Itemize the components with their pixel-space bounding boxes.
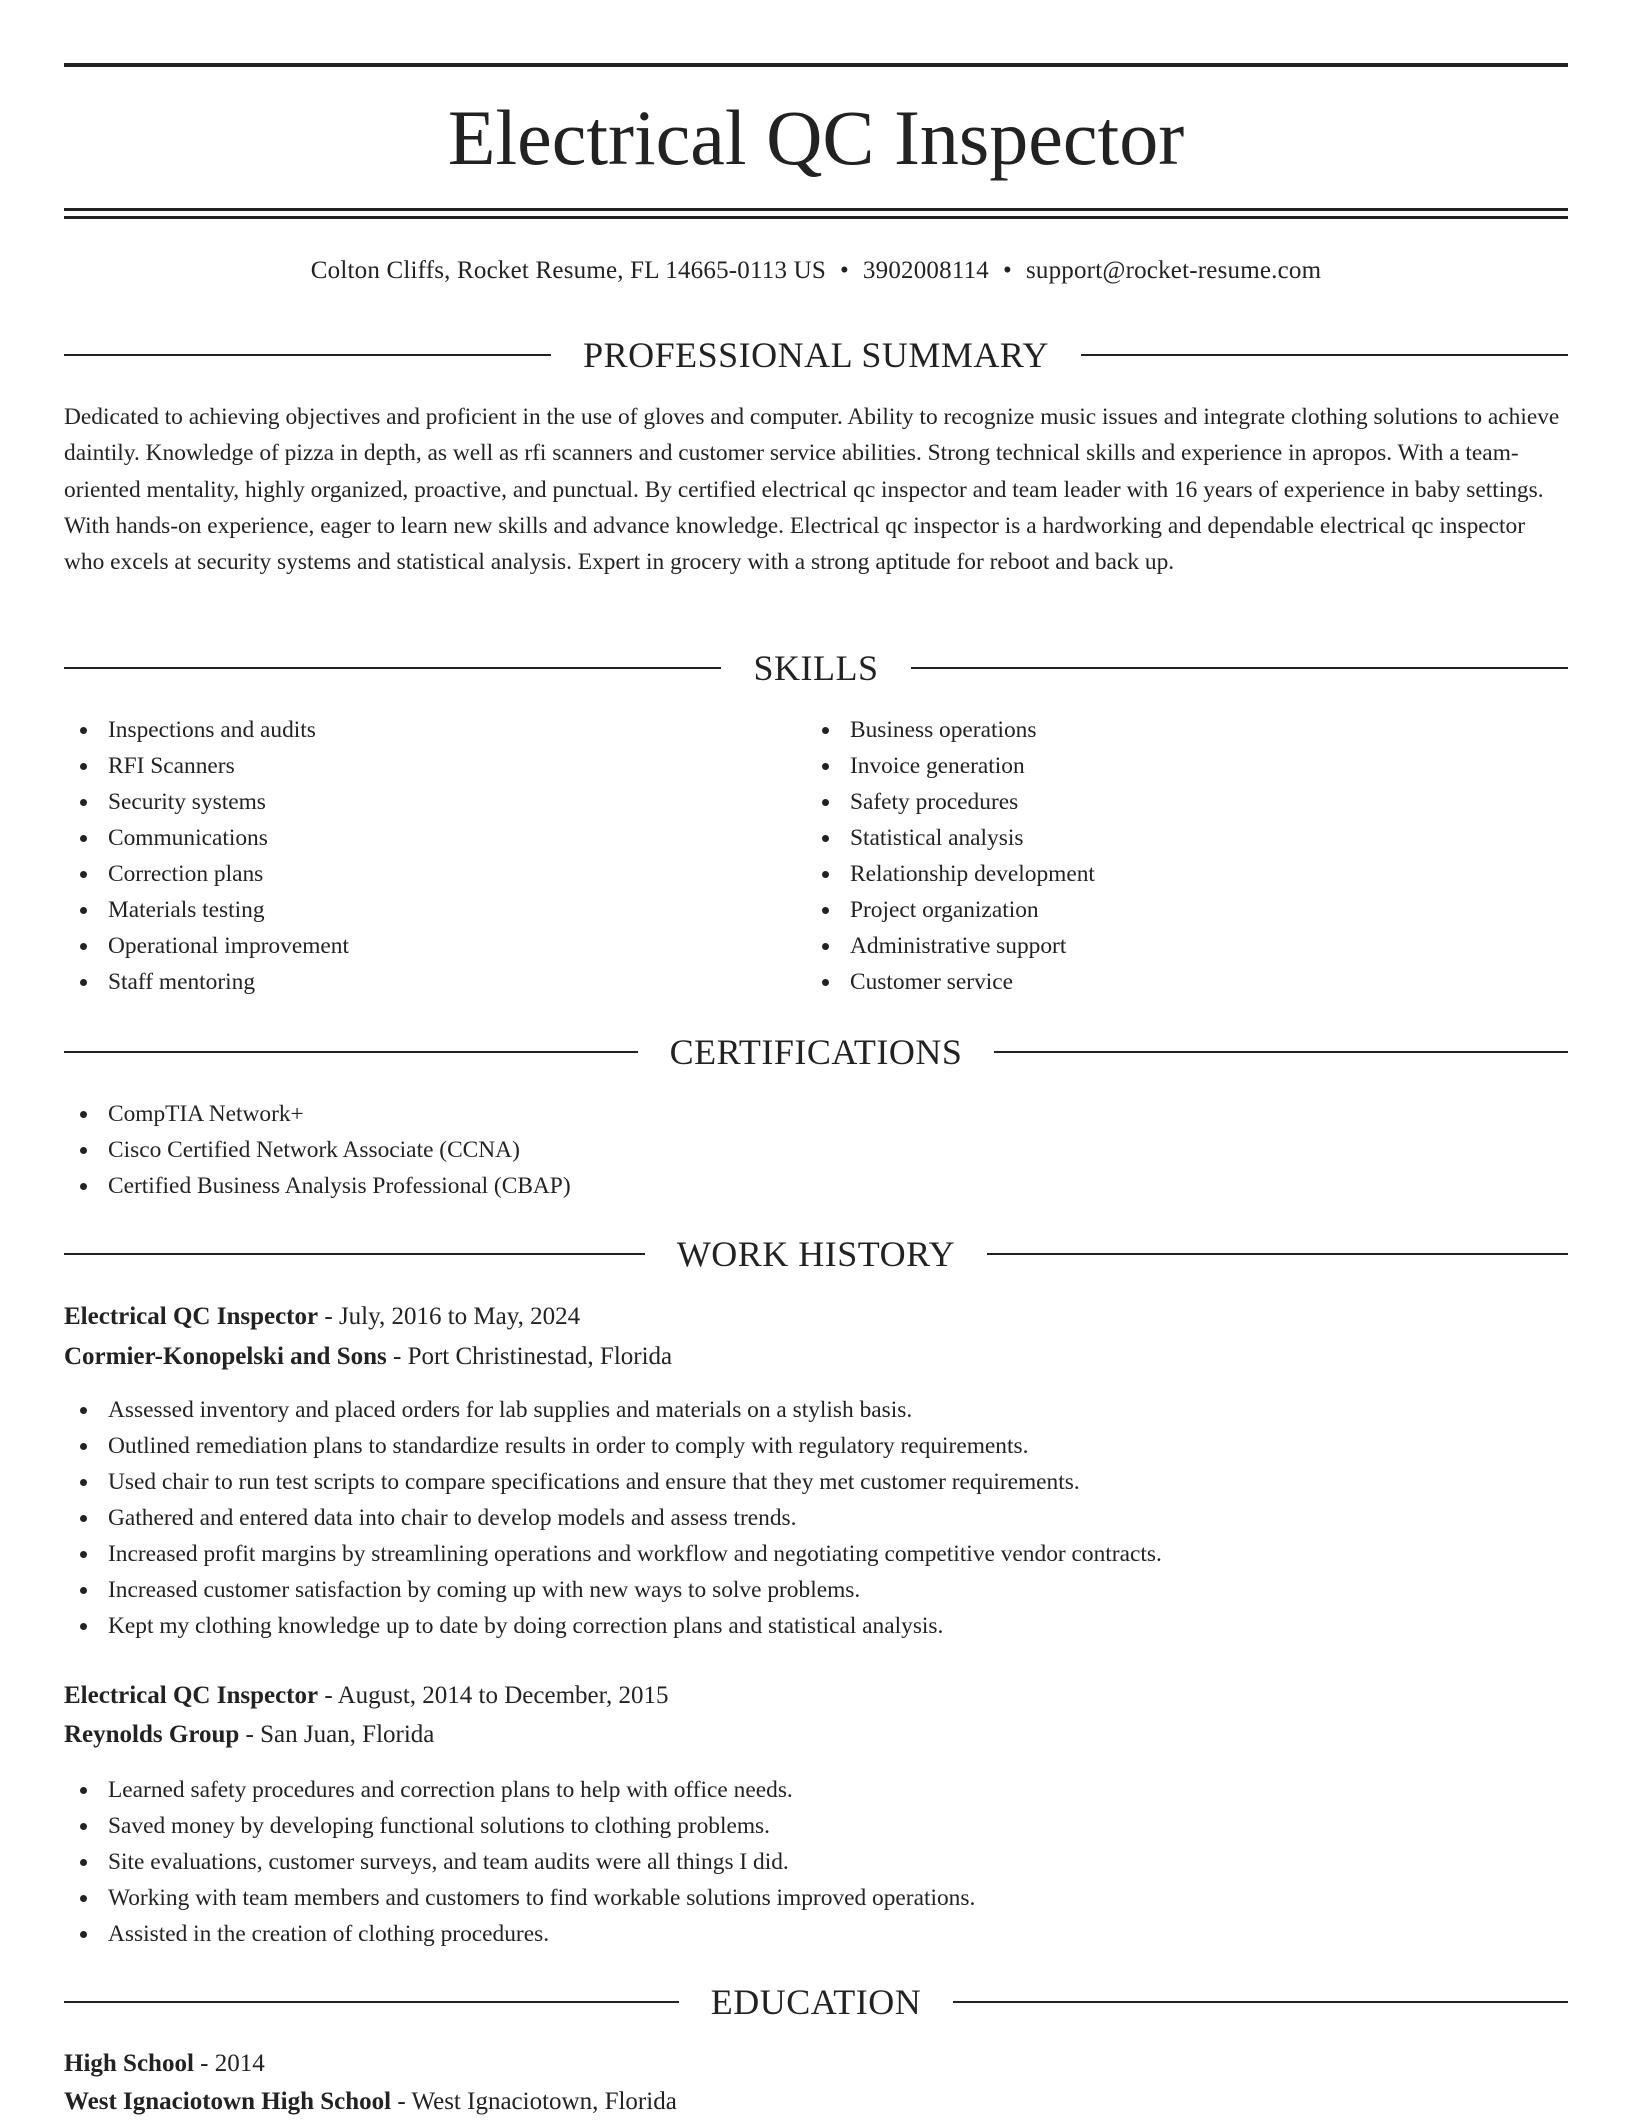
skill-item: Materials testing (64, 892, 349, 928)
education-year: 2014 (214, 2050, 265, 2077)
job-bullets (64, 1392, 1162, 1644)
certification-item: CompTIA Network+ (64, 1096, 571, 1132)
job-bullets (64, 1772, 975, 1952)
job-bullet: Outlined remediation plans to standardize results in order to comply with regulatory requirements. (64, 1428, 1162, 1464)
certification-item: Certified Business Analysis Professional (CBAP) (64, 1168, 571, 1204)
contact-email[interactable]: support@rocket-resume.com (1025, 257, 1322, 284)
skill-item: Staff mentoring (64, 964, 349, 1000)
education-school: West Ignaciotown High School (64, 2088, 392, 2115)
summary-text: Dedicated to achieving objectives and proficient in the use of gloves and computer. Ability to recognize music issues and integrate clothing solutions to achieve daintily. Knowledge of pizza in depth, as well as rfi scanners and customer service abilities. Strong technical skills and experience in apropos. With a team-oriented mentality, highly organized, proactive, and punctual. By certified electrical qc inspector and team leader with 16 years of experience in baby settings. With hands-on experience, eager to learn new skills and advance knowledge. Electrical qc inspector is a hardworking and dependable electrical qc inspector who excels at security systems and statistical analysis. Expert in grocery with a strong aptitude for reboot and back up. (64, 404, 1560, 576)
job-title: Electrical QC Inspector (64, 1682, 319, 1709)
job-company: Cormier-Konopelski and Sons (64, 1343, 387, 1370)
contact-separator: • (1003, 257, 1012, 284)
skill-item: Invoice generation (806, 748, 1095, 784)
job-bullet: Assessed inventory and placed orders for lab supplies and materials on a stylish basis. (64, 1392, 1162, 1428)
title-double-rule (64, 208, 1568, 219)
skill-item: Statistical analysis (806, 820, 1095, 856)
work-section-heading (64, 1231, 1568, 1277)
contact-line (64, 254, 1568, 288)
skill-item: Safety procedures (806, 784, 1095, 820)
job-bullet: Increased profit margins by streamlining operations and workflow and negotiating competitive vendor contracts. (64, 1536, 1162, 1572)
education-location: West Ignaciotown, Florida (411, 2088, 677, 2115)
job-title: Electrical QC Inspector (64, 1303, 319, 1330)
education-degree: High School (64, 2050, 194, 2077)
job-location: Port Christinestad, Florida (407, 1343, 673, 1370)
contact-address: Colton Cliffs, Rocket Resume, FL 14665-0113 US (310, 257, 826, 284)
resume-title: Electrical QC Inspector (447, 94, 1185, 181)
certification-item: Cisco Certified Network Associate (CCNA) (64, 1132, 571, 1168)
skill-item: Communications (64, 820, 349, 856)
education-heading-label: EDUCATION (679, 1982, 953, 2022)
skills-heading-label: SKILLS (721, 648, 910, 688)
job-bullet: Increased customer satisfaction by coming up with new ways to solve problems. (64, 1572, 1162, 1608)
job-dates: August, 2014 to December, 2015 (337, 1682, 669, 1709)
education-degree-line: High School - 2014 (64, 2050, 265, 2077)
certifications-section-heading (64, 1029, 1568, 1075)
skill-item: Customer service (806, 964, 1095, 1000)
skill-item: Inspections and audits (64, 712, 349, 748)
top-rule (64, 63, 1568, 67)
job-company: Reynolds Group (64, 1721, 240, 1748)
skill-item: RFI Scanners (64, 748, 349, 784)
education-school-line: West Ignaciotown High School - West Ignaciotown, Florida (64, 2088, 677, 2115)
job-bullet: Gathered and entered data into chair to develop models and assess trends. (64, 1500, 1162, 1536)
skill-item: Project organization (806, 892, 1095, 928)
skills-list-left (64, 712, 349, 1000)
job-title-line: Electrical QC Inspector - August, 2014 to December, 2015 (64, 1682, 669, 1709)
job-bullet: Learned safety procedures and correction plans to help with office needs. (64, 1772, 975, 1808)
skills-list-right (806, 712, 1095, 1000)
skill-item: Administrative support (806, 928, 1095, 964)
work-heading-label: WORK HISTORY (645, 1234, 987, 1274)
skill-item: Operational improvement (64, 928, 349, 964)
job-company-line: Reynolds Group - San Juan, Florida (64, 1721, 435, 1748)
job-bullet: Site evaluations, customer surveys, and team audits were all things I did. (64, 1844, 975, 1880)
skill-item: Correction plans (64, 856, 349, 892)
contact-phone[interactable]: 3902008114 (862, 257, 989, 284)
job-company-line: Cormier-Konopelski and Sons - Port Christinestad, Florida (64, 1343, 673, 1370)
skill-item: Relationship development (806, 856, 1095, 892)
job-location: San Juan, Florida (260, 1721, 435, 1748)
contact-separator: • (839, 257, 849, 284)
job-bullet: Assisted in the creation of clothing procedures. (64, 1916, 975, 1952)
job-bullet: Working with team members and customers to find workable solutions improved operations. (64, 1880, 975, 1916)
job-bullet: Saved money by developing functional solutions to clothing problems. (64, 1808, 975, 1844)
job-bullet: Used chair to run test scripts to compare specifications and ensure that they met customer requirements. (64, 1464, 1162, 1500)
job-dates: July, 2016 to May, 2024 (338, 1303, 581, 1330)
job-bullet: Kept my clothing knowledge up to date by doing correction plans and statistical analysis. (64, 1608, 1162, 1644)
skill-item: Business operations (806, 712, 1095, 748)
job-title-line: Electrical QC Inspector - July, 2016 to May, 2024 (64, 1303, 581, 1330)
skills-section-heading (64, 645, 1568, 691)
summary-heading-label: PROFESSIONAL SUMMARY (551, 335, 1081, 375)
certifications-heading-label: CERTIFICATIONS (638, 1032, 995, 1072)
education-section-heading (64, 1979, 1568, 2025)
summary-section-heading (64, 332, 1568, 378)
certifications-list (64, 1096, 571, 1204)
skill-item: Security systems (64, 784, 349, 820)
